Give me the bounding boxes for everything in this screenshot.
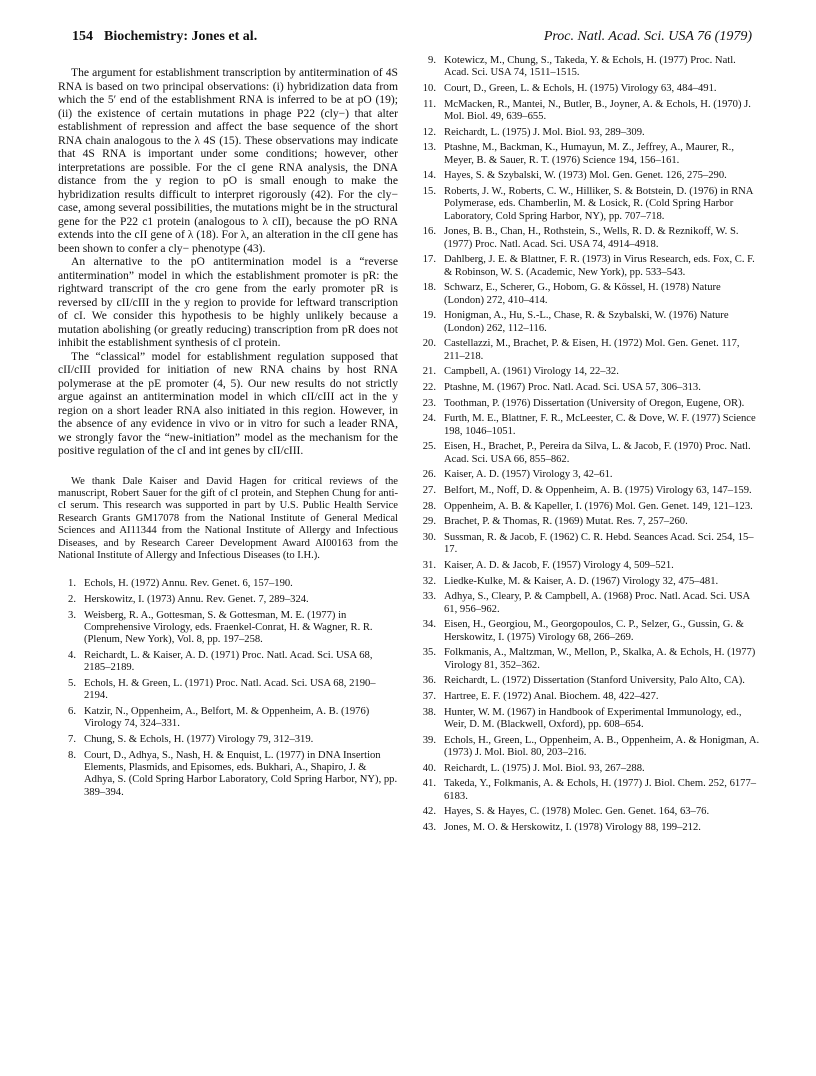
reference-number: 22. <box>422 381 436 393</box>
reference-item <box>418 763 760 775</box>
reference-item <box>418 591 760 616</box>
reference-number: 13. <box>422 142 436 154</box>
reference-number: 43. <box>422 822 436 834</box>
reference-item <box>418 186 760 223</box>
reference-item <box>418 619 760 644</box>
reference-text: Jones, M. O. & Herskowitz, I. (1978) Virology 88, 199–212. <box>444 822 701 834</box>
reference-item <box>418 647 760 672</box>
right-column <box>418 55 760 838</box>
reference-item <box>418 366 760 378</box>
reference-number: 16. <box>422 226 436 238</box>
journal-section: Biochemistry: Jones et al. <box>104 29 258 44</box>
reference-item <box>418 501 760 513</box>
reference-text: Reichardt, L. & Kaiser, A. D. (1971) Proc. Natl. Acad. Sci. USA 68, 2185–2189. <box>84 650 373 674</box>
reference-number: 28. <box>422 500 436 512</box>
reference-text: Kotewicz, M., Chung, S., Takeda, Y. & Echols, H. (1977) Proc. Natl. Acad. Sci. USA 74, 1511–1515. <box>444 55 736 79</box>
reference-item <box>418 142 760 167</box>
left-column <box>58 66 398 802</box>
reference-number: 19. <box>422 310 436 322</box>
reference-text: Echols, H., Green, L., Oppenheim, A. B., Oppenheim, A. & Honigman, A. (1973) J. Mol. Biol. 80, 203–216. <box>444 734 760 758</box>
reference-text: Oppenheim, A. B. & Kapeller, I. (1976) Mol. Gen. Genet. 149, 121–123. <box>444 500 753 512</box>
reference-item <box>418 516 760 528</box>
reference-text: Hayes, S. & Szybalski, W. (1973) Mol. Gen. Genet. 126, 275–290. <box>444 170 727 182</box>
reference-text: Sussman, R. & Jacob, F. (1962) C. R. Hebd. Seances Acad. Sci. 254, 15–17. <box>444 532 754 556</box>
reference-item <box>418 83 760 95</box>
reference-text: Chung, S. & Echols, H. (1977) Virology 79, 312–319. <box>84 733 314 745</box>
reference-number: 33. <box>422 591 436 603</box>
acknowledgment: We thank Dale Kaiser and David Hagen for critical reviews of the manuscript, Robert Sauer for the gift of cI protein, and Stephen Chung for anti-cI serum. This research was supported in part by U.S. Public Health Service Research Grants GM17078 from the National Institute of General Medical Sciences and AI11344 from the National Institute of Allergy and Infectious Diseases, and by Research Career Development Award AI00163 from the National Institute of Allergy and Infectious Diseases (to I.H.). <box>58 475 398 561</box>
reference-text: Campbell, A. (1961) Virology 14, 22–32. <box>444 366 619 378</box>
reference-item <box>418 99 760 124</box>
body-paragraph: An alternative to the pO antitermination model is a “reverse antitermination” model in which the establishment promoter is pR: the rightward transcript of the cro gene from the early promoter pR is reversed by cII/cIII in the y region to provide for leftward transcription of cI. We consider this hypothesis to be highly unlikely because a mutation abolishing (or greatly reducing) transcription from pR does not inhibit the establishment synthesis of cI protein. <box>58 255 398 349</box>
reference-number: 17. <box>422 254 436 266</box>
reference-text: Eisen, H., Brachet, P., Pereira da Silva, L. & Jacob, F. (1970) Proc. Natl. Acad. Sci. USA 66, 855–862. <box>444 441 751 465</box>
reference-number: 11. <box>423 98 436 110</box>
reference-text: Eisen, H., Georgiou, M., Georgopoulos, C. P., Selzer, G., Gussin, G. & Herskowitz, I. (1975) Virology 68, 266–269. <box>444 619 744 643</box>
reference-text: Takeda, Y., Folkmanis, A. & Echols, H. (1977) J. Biol. Chem. 252, 6177–6183. <box>444 778 757 802</box>
reference-item <box>418 441 760 466</box>
reference-text: Katzir, N., Oppenheim, A., Belfort, M. & Oppenheim, A. B. (1976) Virology 74, 324–331. <box>84 705 370 730</box>
reference-number: 1. <box>68 578 76 590</box>
reference-text: Ptashne, M., Backman, K., Humayun, M. Z., Jeffrey, A., Maurer, R., Meyer, B. & Sauer, R. T. (1976) Science 194, 156–161. <box>444 142 734 166</box>
reference-number: 35. <box>422 647 436 659</box>
reference-number: 18. <box>422 282 436 294</box>
reference-text: Ptashne, M. (1967) Proc. Natl. Acad. Sci. USA 57, 306–313. <box>444 381 701 393</box>
reference-number: 9. <box>428 55 436 66</box>
reference-number: 12. <box>422 126 436 138</box>
reference-number: 31. <box>422 559 436 571</box>
page-header <box>72 29 752 49</box>
reference-number: 15. <box>422 186 436 198</box>
reference-item <box>58 578 398 590</box>
reference-text: Kaiser, A. D. & Jacob, F. (1957) Virology 4, 509–521. <box>444 559 674 571</box>
reference-number: 41. <box>422 778 436 790</box>
reference-item <box>58 678 398 703</box>
reference-item <box>418 806 760 818</box>
reference-number: 3. <box>68 609 76 621</box>
reference-number: 37. <box>422 691 436 702</box>
reference-text: Echols, H. & Green, L. (1971) Proc. Natl. Acad. Sci. USA 68, 2190–2194. <box>84 677 376 702</box>
reference-list <box>58 578 398 798</box>
reference-number: 21. <box>422 366 436 378</box>
reference-item <box>418 127 760 139</box>
journal-name: Proc. Natl. Acad. Sci. USA 76 (1979) <box>543 29 752 44</box>
reference-text: Court, D., Green, L. & Echols, H. (1975) Virology 63, 484–491. <box>444 82 717 94</box>
reference-item <box>418 735 760 760</box>
reference-number: 25. <box>422 441 436 453</box>
reference-number: 39. <box>422 734 436 746</box>
reference-number: 6. <box>68 705 76 717</box>
reference-text: Herskowitz, I. (1973) Annu. Rev. Genet. 7, 289–324. <box>84 594 309 606</box>
reference-text: Roberts, J. W., Roberts, C. W., Hilliker, S. & Botstein, D. (1976) in RNA Polymerase, eds. Chamberlin, M. & Losick, R. (Cold Spring Harbor Laboratory, Cold Spring Harbor, NY), pp. 707–718. <box>444 186 753 222</box>
reference-text: Hartree, E. F. (1972) Anal. Biochem. 48, 422–427. <box>444 691 659 702</box>
reference-text: Liedke-Kulke, M. & Kaiser, A. D. (1967) Virology 32, 475–481. <box>444 575 719 587</box>
reference-item <box>58 650 398 675</box>
reference-item <box>58 610 398 647</box>
reference-text: Weisberg, R. A., Gottesman, S. & Gottesman, M. E. (1977) in Comprehensive Virology, eds. Fraenkel-Conrat, H. & Wagner, R. R. (Plenum, New York), Vol. 8, pp. 197–258. <box>84 609 373 646</box>
reference-item <box>418 691 760 703</box>
reference-item <box>418 778 760 803</box>
reference-text: Hayes, S. & Hayes, C. (1978) Molec. Gen. Genet. 164, 63–76. <box>444 806 710 818</box>
reference-item <box>58 594 398 606</box>
reference-item <box>418 469 760 481</box>
reference-item <box>58 706 398 731</box>
reference-text: Reichardt, L. (1975) J. Mol. Biol. 93, 267–288. <box>444 762 645 774</box>
reference-item <box>58 734 398 746</box>
reference-number: 14. <box>422 170 436 182</box>
reference-item <box>418 560 760 572</box>
reference-text: Dahlberg, J. E. & Blattner, F. R. (1973) in Virus Research, eds. Fox, C. F. & Robinson, W. S. (Academic, New York), pp. 533–543. <box>444 254 755 278</box>
reference-item <box>418 254 760 279</box>
page-number: 154 <box>72 29 93 44</box>
reference-text: McMacken, R., Mantei, N., Butler, B., Joyner, A. & Echols, H. (1970) J. Mol. Biol. 49, 639–655. <box>444 98 751 122</box>
reference-text: Brachet, P. & Thomas, R. (1969) Mutat. Res. 7, 257–260. <box>444 516 688 528</box>
reference-text: Adhya, S., Cleary, P. & Campbell, A. (1968) Proc. Natl. Acad. Sci. USA 61, 956–962. <box>444 591 750 615</box>
reference-item <box>418 707 760 732</box>
reference-text: Echols, H. (1972) Annu. Rev. Genet. 6, 157–190. <box>84 578 293 590</box>
reference-number: 30. <box>422 532 436 543</box>
reference-text: Castellazzi, M., Brachet, P. & Eisen, H. (1972) Mol. Gen. Genet. 117, 211–218. <box>444 338 740 362</box>
reference-item <box>418 55 760 80</box>
reference-item <box>418 398 760 410</box>
reference-text: Reichardt, L. (1972) Dissertation (Stanford University, Palo Alto, CA). <box>444 675 745 687</box>
reference-text: Toothman, P. (1976) Dissertation (University of Oregon, Eugene, OR). <box>444 397 745 409</box>
reference-number: 8. <box>68 749 76 761</box>
reference-item <box>418 310 760 335</box>
reference-number: 27. <box>422 484 436 496</box>
reference-number: 34. <box>422 619 436 631</box>
reference-number: 23. <box>422 397 436 409</box>
reference-text: Schwarz, E., Scherer, G., Hobom, G. & Kössel, H. (1978) Nature (London) 272, 410–414. <box>444 282 721 306</box>
reference-number: 20. <box>422 338 436 350</box>
reference-item <box>418 338 760 363</box>
reference-item <box>418 413 760 438</box>
reference-number: 42. <box>422 806 436 818</box>
reference-text: Honigman, A., Hu, S.-L., Chase, R. & Szybalski, W. (1976) Nature (London) 262, 112–116. <box>444 310 729 334</box>
reference-list <box>418 55 760 834</box>
reference-text: Furth, M. E., Blattner, F. R., McLeester, C. & Dove, W. F. (1977) Science 198, 1046–1051. <box>444 413 756 437</box>
reference-text: Belfort, M., Noff, D. & Oppenheim, A. B. (1975) Virology 63, 147–159. <box>444 484 752 496</box>
reference-number: 2. <box>68 594 76 606</box>
reference-text: Kaiser, A. D. (1957) Virology 3, 42–61. <box>444 469 613 481</box>
reference-text: Jones, B. B., Chan, H., Rothstein, S., Wells, R. D. & Reznikoff, W. S. (1977) Proc. Natl. Acad. Sci. USA 74, 4914–4918. <box>444 226 739 250</box>
reference-number: 7. <box>68 733 76 745</box>
reference-item <box>418 170 760 182</box>
reference-item <box>58 750 398 799</box>
reference-text: Reichardt, L. (1975) J. Mol. Biol. 93, 289–309. <box>444 126 645 138</box>
reference-number: 5. <box>68 677 76 689</box>
reference-text: Folkmanis, A., Maltzman, W., Mellon, P., Skalka, A. & Echols, H. (1977) Virology 81, 352–362. <box>444 647 756 671</box>
reference-text: Hunter, W. M. (1967) in Handbook of Experimental Immunology, ed., Weir, D. M. (Blackwell, Oxford), pp. 608–654. <box>444 706 742 730</box>
reference-number: 32. <box>422 575 436 587</box>
reference-item <box>418 282 760 307</box>
reference-number: 4. <box>68 650 76 661</box>
reference-item <box>418 675 760 687</box>
reference-item <box>418 382 760 394</box>
reference-number: 36. <box>422 675 436 687</box>
reference-item <box>418 576 760 588</box>
reference-number: 40. <box>422 762 436 774</box>
reference-number: 10. <box>422 82 436 94</box>
reference-text: Court, D., Adhya, S., Nash, H. & Enquist, L. (1977) in DNA Insertion Elements, Plasmids, and Episomes, eds. Bukhari, A., Shapiro, J. & Adhya, S. (Cold Spring Harbor Laboratory, Cold Spring Harbor, NY), pp. 389–394. <box>84 749 398 798</box>
reference-number: 24. <box>422 413 436 425</box>
reference-number: 26. <box>422 469 436 481</box>
reference-item <box>418 532 760 557</box>
reference-item <box>418 485 760 497</box>
body-paragraph: The argument for establishment transcription by antitermination of 4S RNA is based on two principal observations: (i) hybridization data from which the 5′ end of the establishment RNA is inferred to be at pO (19); (ii) the existence of certain mutations in phage P22 (cly−) that alter establishment of repression and affect the base sequence of the short RNA chain analogous to the λ 4S (15). These observations may indicate that 4S RNA is important under some conditions; however, other interpretations are possible. For the cI gene RNA analysis, the DNA distance from the y region to pO is small enough to make the hybridization results difficult to interpret rigorously (42). For the cly− case, among several possibilities, the mutations might be in the structural gene for the P22 c1 protein (analogous to λ cII), because the pO RNA extends into the cII gene of λ (18). For λ, an alteration in the cII gene has been shown to confer a cly− phenotype (43). <box>58 66 398 255</box>
reference-item <box>418 822 760 834</box>
reference-number: 38. <box>422 706 436 718</box>
reference-item <box>418 226 760 251</box>
body-paragraph: The “classical” model for establishment regulation supposed that cII/cIII provided for initiation of new RNA chains by host RNA polymerase at the pE promoter (4, 5). Our new results do not strictly argue against an antitermination model in which cII/cIII act in the y region on a short leader RNA also initiated in this region. However, in the absence of any evidence in vivo or in vitro for such a leader RNA, we strongly favor the “new-initiation” model as the mechanism for the positive regulation of the cI and int genes by cII/cIII. <box>58 349 398 457</box>
reference-number: 29. <box>422 516 436 528</box>
